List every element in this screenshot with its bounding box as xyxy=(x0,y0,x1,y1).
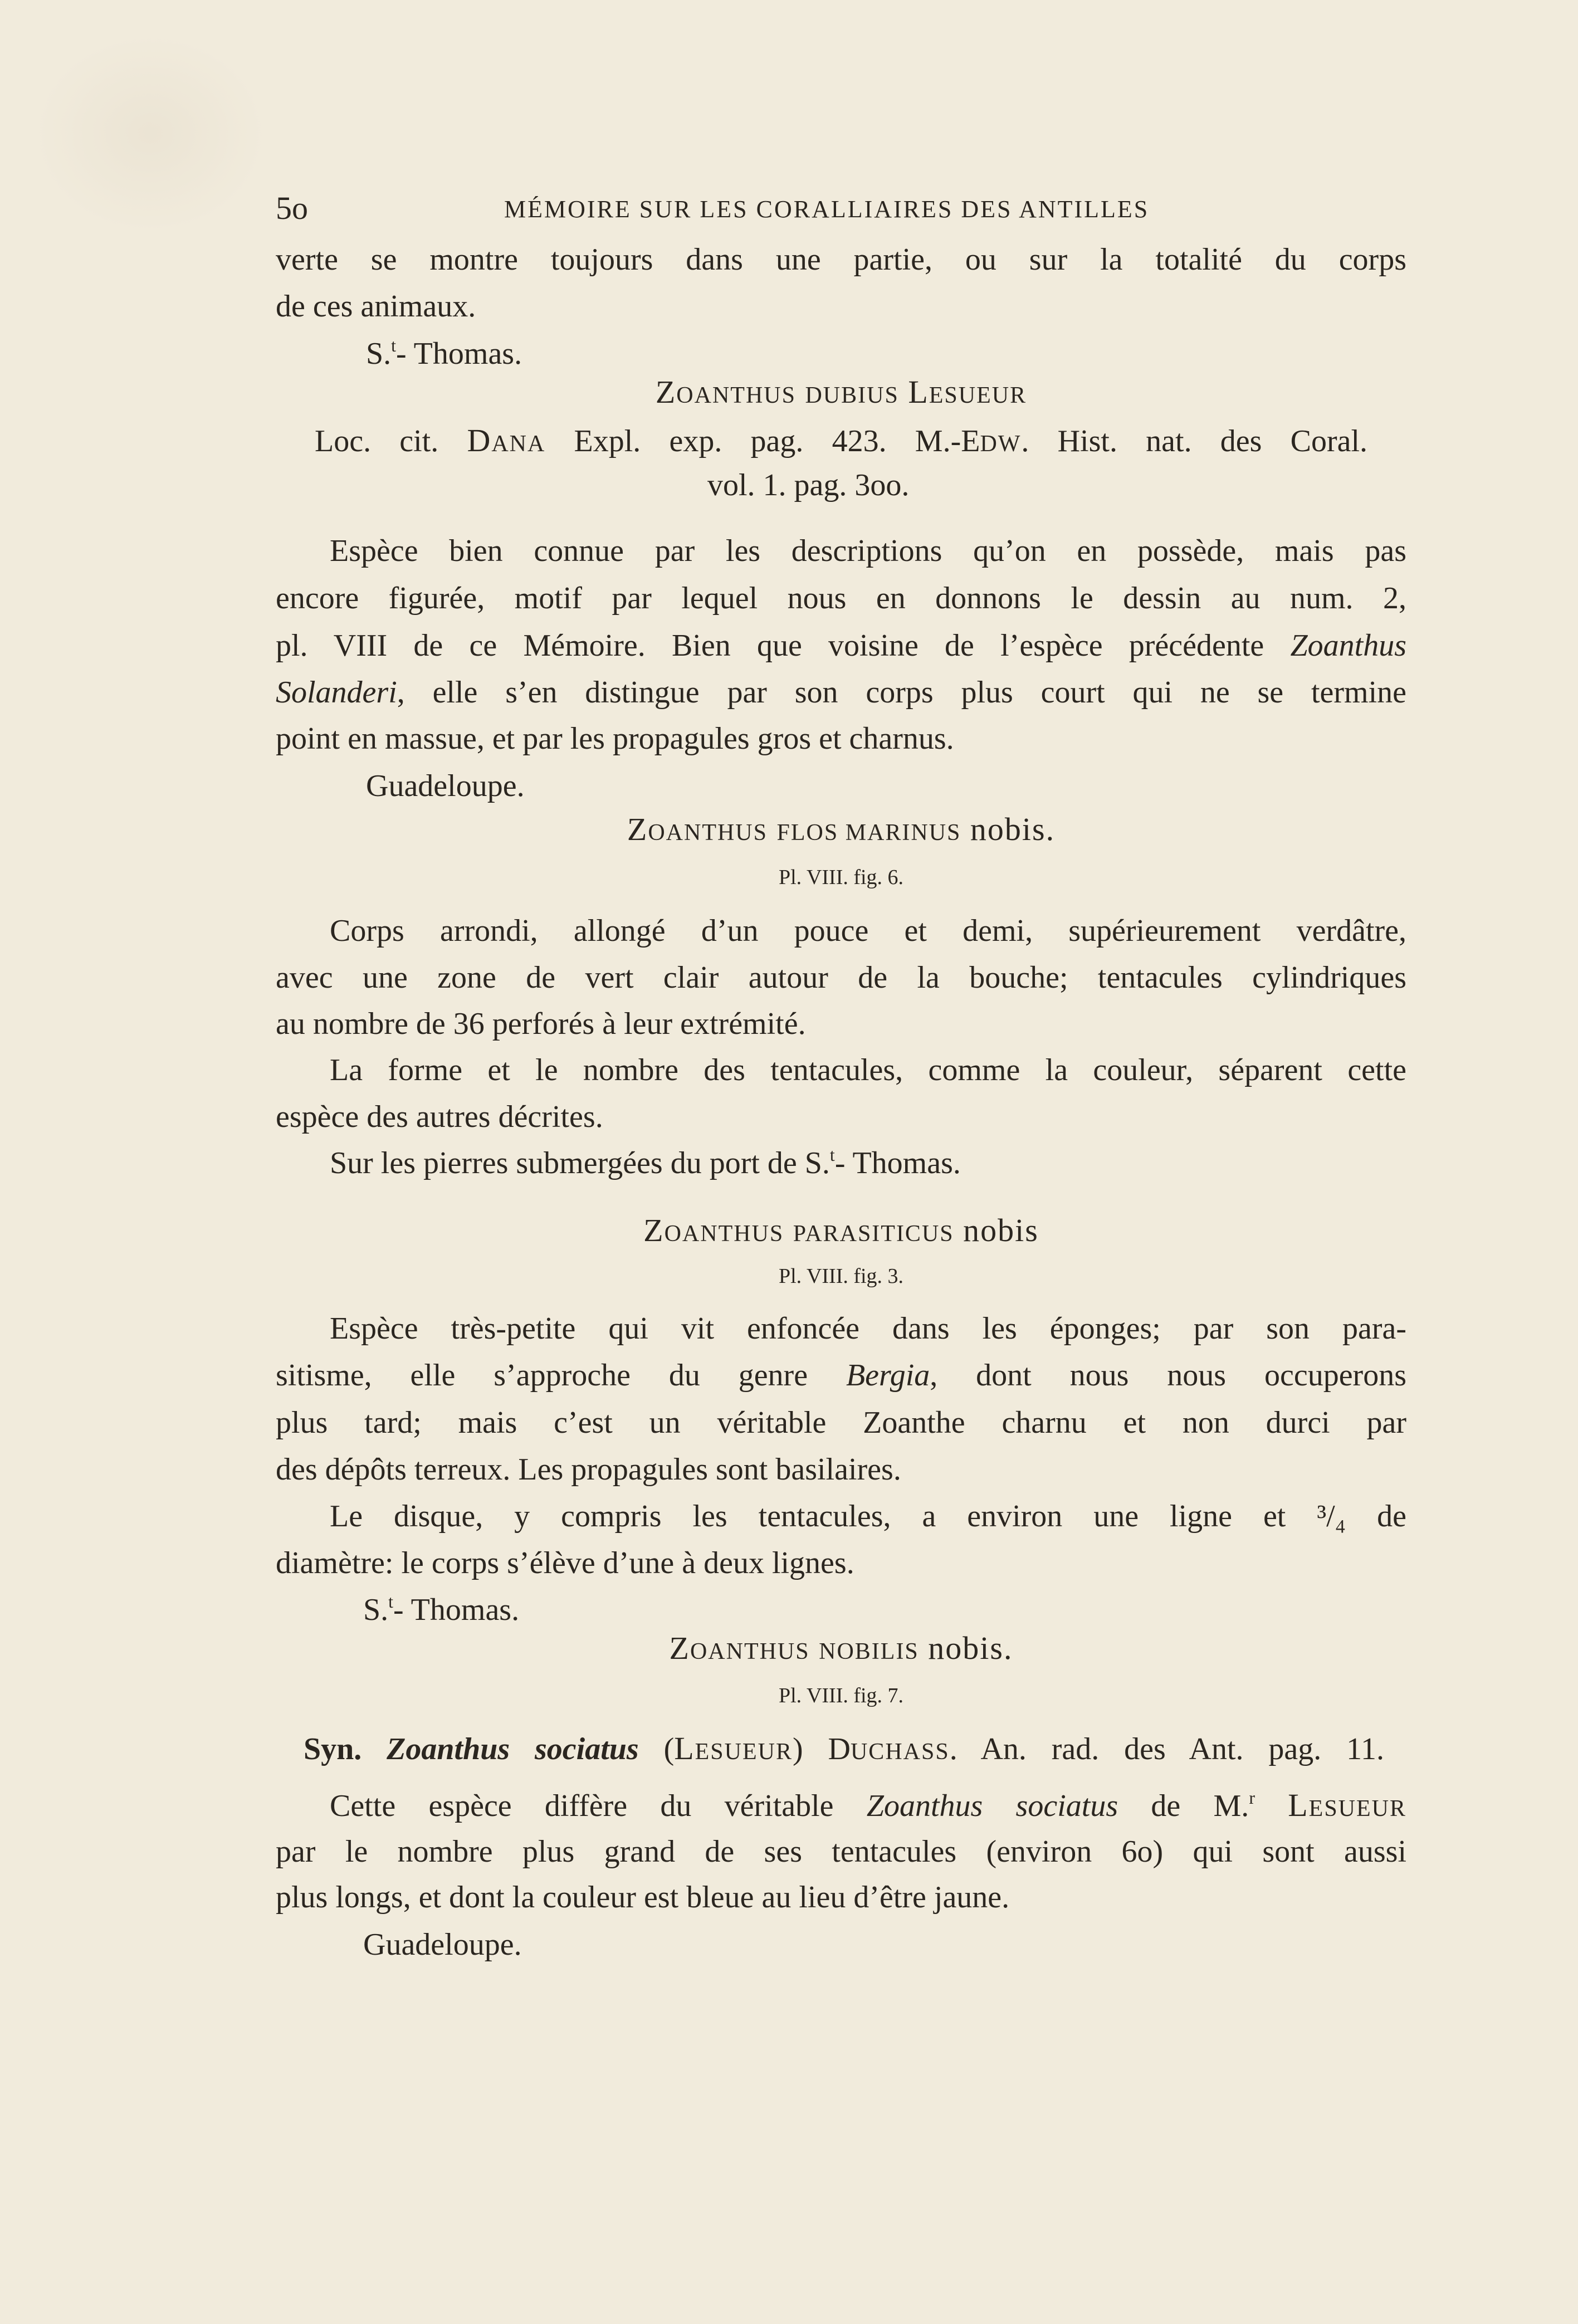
page-header xyxy=(276,189,1423,234)
text-span: verte se montre toujours dans une partie, ou sur la totalité du corps xyxy=(276,242,1406,277)
text-span: plus tard; mais c’est un véritable Zoanthe charnu et non durci par xyxy=(276,1405,1406,1440)
text-line xyxy=(276,244,1406,275)
text-span: DUBIUS xyxy=(805,383,899,408)
text-span: L xyxy=(1288,1787,1309,1823)
superscript: t xyxy=(829,1145,835,1165)
text-span: sitisme, elle s’approche du genre xyxy=(276,1358,808,1393)
plate-reference xyxy=(276,1685,1406,1706)
locality xyxy=(366,770,525,802)
text-line xyxy=(276,1008,806,1039)
locality xyxy=(366,335,522,371)
text-span: L xyxy=(674,1730,695,1766)
text-line xyxy=(276,1101,603,1132)
text-span: FLOS MARINUS xyxy=(776,820,961,846)
text-line xyxy=(330,915,1406,946)
text-span: . An. rad. des Ant. pag. 11. xyxy=(949,1732,1385,1766)
locality xyxy=(330,1145,961,1180)
superscript: t xyxy=(388,1591,394,1612)
text-span: vol. 1. pag. 3oo. xyxy=(707,468,910,502)
text-span: Expl. exp. pag. 423. M.-E xyxy=(574,424,980,458)
superscript: t xyxy=(391,335,397,355)
running-title: MÉMOIRE SUR LES CORALLIAIRES DES ANTILLES xyxy=(504,196,1150,223)
text-span: Z xyxy=(655,374,677,410)
text-span: ) D xyxy=(793,1732,851,1766)
text-span: OANTHUS xyxy=(676,383,796,408)
text-span: Syn. xyxy=(304,1732,362,1766)
text-span: Bergia xyxy=(846,1358,930,1393)
text-span: de ces animaux. xyxy=(276,289,476,324)
text-span: D xyxy=(467,422,492,458)
text-span: Zoanthus xyxy=(1290,628,1406,663)
reference-line xyxy=(707,470,909,501)
text-span: Zoanthus sociatus xyxy=(387,1732,639,1766)
text-span: ANA xyxy=(491,431,546,457)
text-span: nobis. xyxy=(928,1630,1013,1666)
synonym-line xyxy=(304,1732,1384,1765)
text-span: Sur les pierres submergées du port de S. xyxy=(330,1146,830,1180)
text-line xyxy=(330,1501,1406,1532)
text-line xyxy=(276,583,1406,614)
text-line xyxy=(276,1360,1406,1391)
text-line xyxy=(276,1407,1406,1438)
text-span: DW xyxy=(980,431,1022,457)
text-span: Corps arrondi, allongé d’un pouce et demi, supérieurement verdâtre, xyxy=(330,914,1406,948)
plate-reference xyxy=(276,867,1406,888)
text-span: au nombre de 36 perforés à leur extrémité. xyxy=(276,1007,806,1041)
text-span: Guadeloupe. xyxy=(366,769,525,803)
text-span: Pl. VIII. fig. 6. xyxy=(778,866,904,889)
text-line xyxy=(276,630,1406,661)
text-span: Espèce bien connue par les descriptions qu’on en possède, mais pas xyxy=(330,534,1406,568)
text-span: PARASITICUS xyxy=(793,1221,954,1247)
text-span: S. xyxy=(363,1593,389,1627)
text-span: Pl. VIII. fig. 3. xyxy=(778,1264,904,1288)
text-line xyxy=(276,1547,854,1579)
text-span: ESUEUR xyxy=(929,383,1027,408)
text-line xyxy=(276,962,1406,993)
text-line xyxy=(330,1054,1406,1086)
text-span: Z xyxy=(643,1212,665,1248)
text-span: Espèce très-petite qui vit enfoncée dans les éponges; par son para- xyxy=(330,1311,1406,1346)
fraction: ³/₄ xyxy=(1317,1499,1346,1534)
text-span: Zoanthus sociatus xyxy=(866,1789,1118,1823)
text-line xyxy=(276,723,954,754)
species-heading xyxy=(276,376,1406,408)
text-span: des dépôts terreux. Les propagules sont basilaires. xyxy=(276,1452,901,1487)
text-span: - Thomas. xyxy=(834,1146,961,1180)
locality xyxy=(363,1929,522,1960)
text-span: par le nombre plus grand de ses tentacules (environ 6o) qui sont aussi xyxy=(276,1834,1406,1869)
text-span: Z xyxy=(627,811,648,847)
text-line xyxy=(276,1454,901,1485)
page-number: 5o xyxy=(276,190,308,226)
text-line xyxy=(330,1789,1406,1822)
text-span: espèce des autres décrites. xyxy=(276,1100,603,1134)
paper-stain xyxy=(33,33,267,234)
text-span: encore figurée, motif par lequel nous en donnons le dessin au num. 2, xyxy=(276,581,1406,616)
plate-reference xyxy=(276,1266,1406,1287)
text-span: ( xyxy=(663,1732,675,1766)
text-span: OANTHUS xyxy=(690,1639,810,1664)
text-span: pl. VIII de ce Mémoire. Bien que voisine de l’espèce précédente xyxy=(276,628,1264,663)
text-span: ESUEUR xyxy=(1308,1796,1407,1822)
text-line xyxy=(276,677,1406,708)
text-span: Z xyxy=(669,1630,690,1666)
text-span: La forme et le nombre des tentacules, comme la couleur, séparent cette xyxy=(330,1053,1406,1087)
superscript: r xyxy=(1249,1788,1255,1808)
text-line xyxy=(330,1313,1406,1344)
text-span: OANTHUS xyxy=(648,820,768,846)
text-span: Guadeloupe. xyxy=(363,1927,522,1962)
text-span: , dont nous nous occuperons xyxy=(930,1358,1406,1393)
species-heading xyxy=(276,1632,1406,1664)
text-span: de M. xyxy=(1151,1789,1249,1823)
locality xyxy=(363,1591,520,1627)
text-line xyxy=(276,1836,1406,1867)
species-heading xyxy=(276,813,1406,846)
text-span: - Thomas. xyxy=(393,1593,520,1627)
text-span: nobis. xyxy=(970,811,1056,847)
text-span: Le disque, y compris les tentacules, a environ une ligne et xyxy=(330,1499,1286,1534)
text-span: S. xyxy=(366,336,392,371)
text-line xyxy=(276,291,476,322)
text-span: Loc. cit. xyxy=(315,424,439,458)
text-span: avec une zone de vert clair autour de la bouche; tentacules cylindriques xyxy=(276,960,1406,995)
text-span: UCHASS xyxy=(850,1739,950,1765)
text-span: nobis xyxy=(963,1212,1039,1248)
text-line xyxy=(276,1882,1009,1913)
text-span: OANTHUS xyxy=(664,1221,784,1247)
text-span: . Hist. nat. des Coral. xyxy=(1021,424,1368,458)
text-span: NOBILIS xyxy=(819,1639,919,1664)
reference-line xyxy=(315,424,1367,457)
species-heading xyxy=(276,1214,1406,1247)
text-span: ESUEUR xyxy=(695,1739,793,1765)
text-span: - Thomas. xyxy=(396,336,522,371)
text-span: de xyxy=(1377,1499,1407,1534)
text-line xyxy=(330,535,1406,567)
text-span: plus longs, et dont la couleur est bleue au lieu d’être jaune. xyxy=(276,1880,1010,1915)
text-span: Pl. VIII. fig. 7. xyxy=(778,1684,904,1707)
text-span: L xyxy=(908,374,929,410)
text-span: , elle s’en distingue par son corps plus court qui ne se termine xyxy=(397,675,1406,710)
text-span: Cette espèce diffère du véritable xyxy=(330,1789,834,1823)
text-span: diamètre: le corps s’élève d’une à deux lignes. xyxy=(276,1546,854,1580)
text-span: point en massue, et par les propagules gros et charnus. xyxy=(276,721,954,756)
text-span: Solanderi xyxy=(276,675,397,710)
